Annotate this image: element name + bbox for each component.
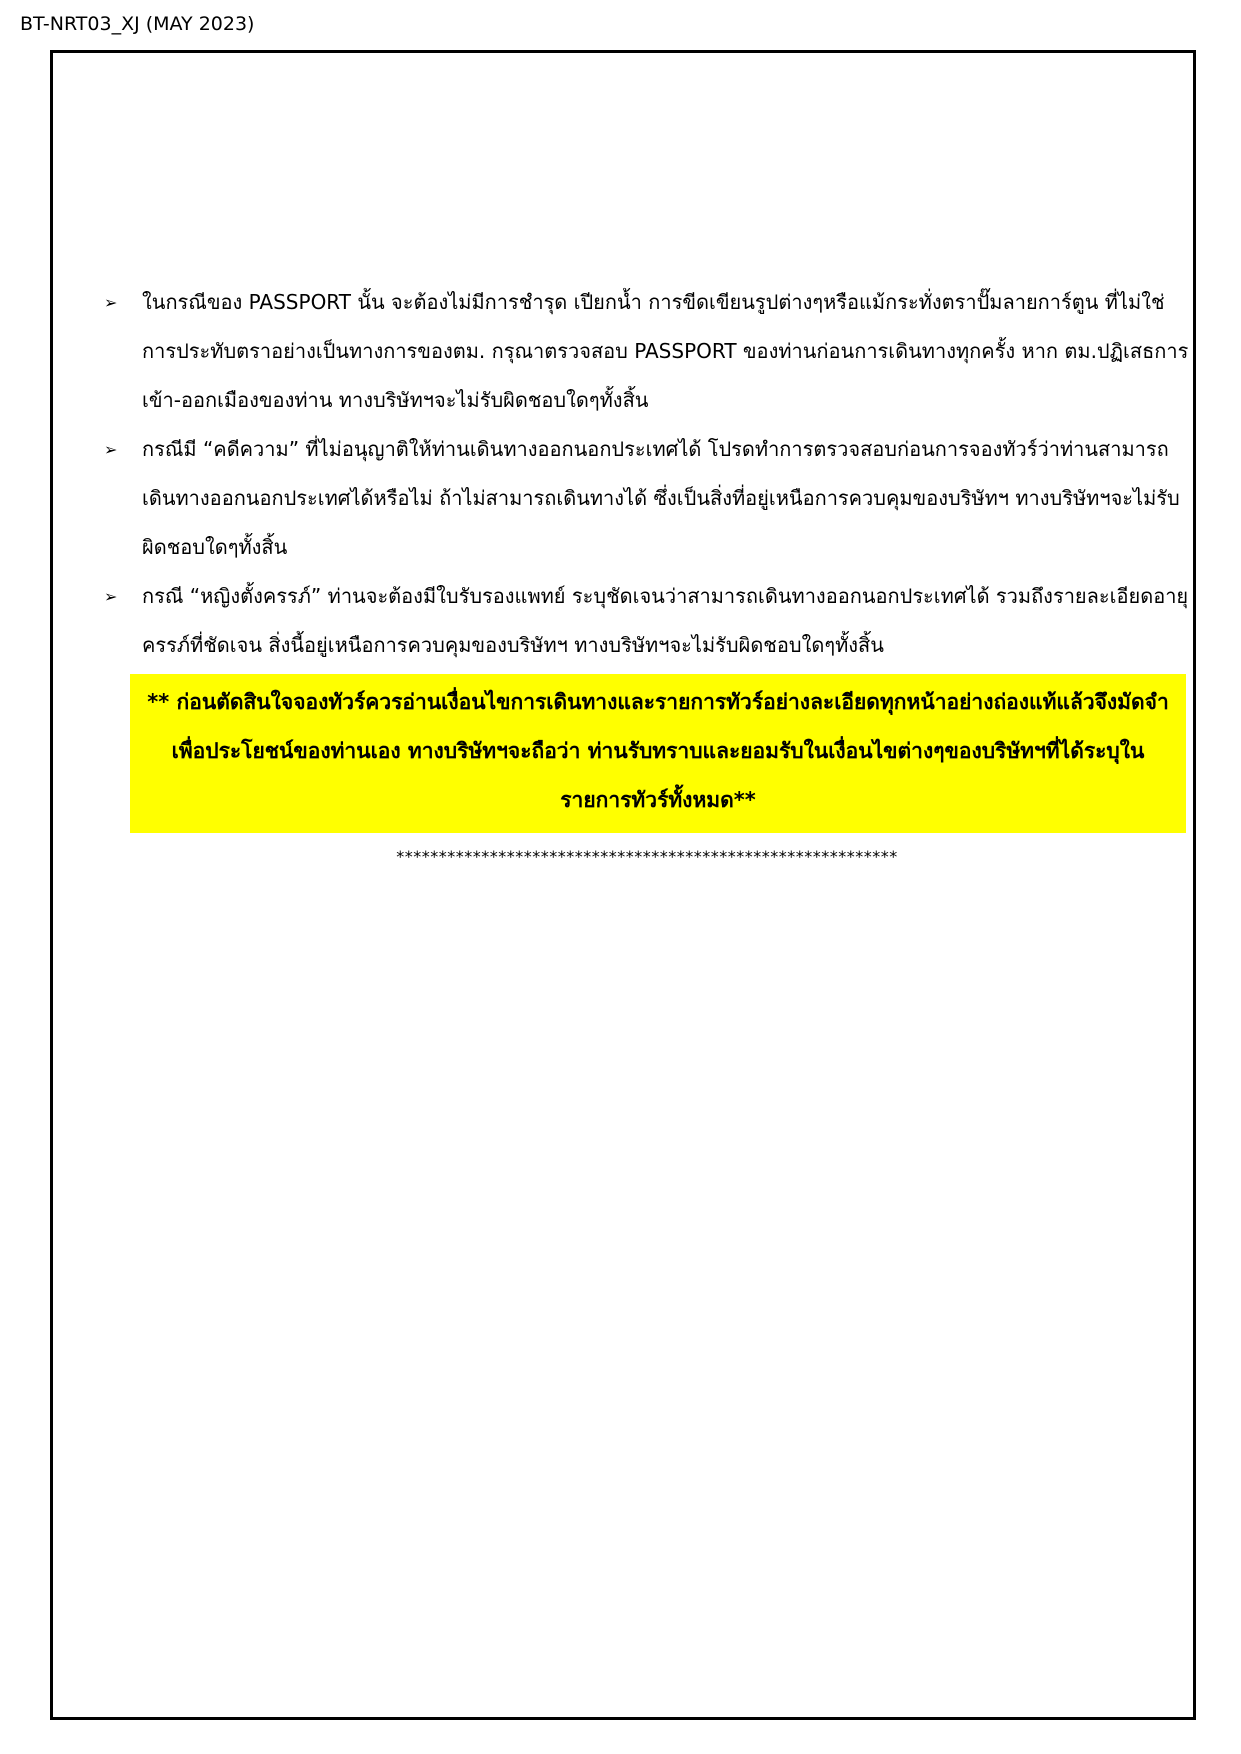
- arrow-bullet-icon: ➢: [104, 587, 118, 606]
- document-code: BT-NRT03_XJ (MAY 2023): [20, 13, 255, 35]
- legal-case-text: กรณีมี “คดีความ” ที่ไม่อนุญาติให้ท่านเดินทางออกนอกประเทศได้ โปรดทำการตรวจสอบก่อนการจองทัวร์ว่าท่านสามารถเดินทางออกนอกประเทศได้หรือไม่ ถ้าไม่สามารถเดินทางได้ ซึ่งเป็นสิ่งที่อยู่เหนือการควบคุมของบริษัทฯ ทางบริษัทฯจะไม่รับผิดชอบใดๆทั้งสิ้น: [142, 437, 1180, 559]
- highlighted-notice: ** ก่อนตัดสินใจจองทัวร์ควรอ่านเงื่อนไขการเดินทางและรายการทัวร์อย่างละเอียดทุกหน้าอย่างถ่องแท้แล้วจึงมัดจำเพื่อประโยชน์ของท่านเอง ทางบริษัทฯจะถือว่า ท่านรับทราบและยอมรับในเงื่อนไขต่างๆของบริษัทฯที่ได้ระบุในรายการทัวร์ทั้งหมด**: [130, 674, 1186, 833]
- terms-content: [98, 278, 1196, 866]
- asterisk-separator: ***********************************************************: [396, 847, 898, 866]
- list-item-legal-case: [98, 425, 1196, 572]
- list-item-passport-condition: [98, 278, 1196, 425]
- arrow-bullet-icon: ➢: [104, 440, 118, 459]
- pregnancy-text: กรณี “หญิงตั้งครรภ์” ท่านจะต้องมีใบรับรองแพทย์ ระบุชัดเจนว่าสามารถเดินทางออกนอกประเทศได้ รวมถึงรายละเอียดอายุครรภ์ที่ชัดเจน สิ่งนี้อยู่เหนือการควบคุมของบริษัทฯ ทางบริษัทฯจะไม่รับผิดชอบใดๆทั้งสิ้น: [142, 584, 1189, 657]
- terms-list: [98, 278, 1196, 670]
- arrow-bullet-icon: ➢: [104, 293, 118, 312]
- passport-condition-text: ในกรณีของ PASSPORT นั้น จะต้องไม่มีการชำรุด เปียกน้ำ การขีดเขียนรูปต่างๆหรือแม้กระทั่งตราปั๊มลายการ์ตูน ที่ไม่ใช่การประทับตราอย่างเป็นทางการของตม. กรุณาตรวจสอบ PASSPORT ของท่านก่อนการเดินทางทุกครั้ง หาก ตม.ปฏิเสธการเข้า-ออกเมืองของท่าน ทางบริษัทฯจะไม่รับผิดชอบใดๆทั้งสิ้น: [142, 290, 1189, 412]
- list-item-pregnancy: [98, 572, 1196, 670]
